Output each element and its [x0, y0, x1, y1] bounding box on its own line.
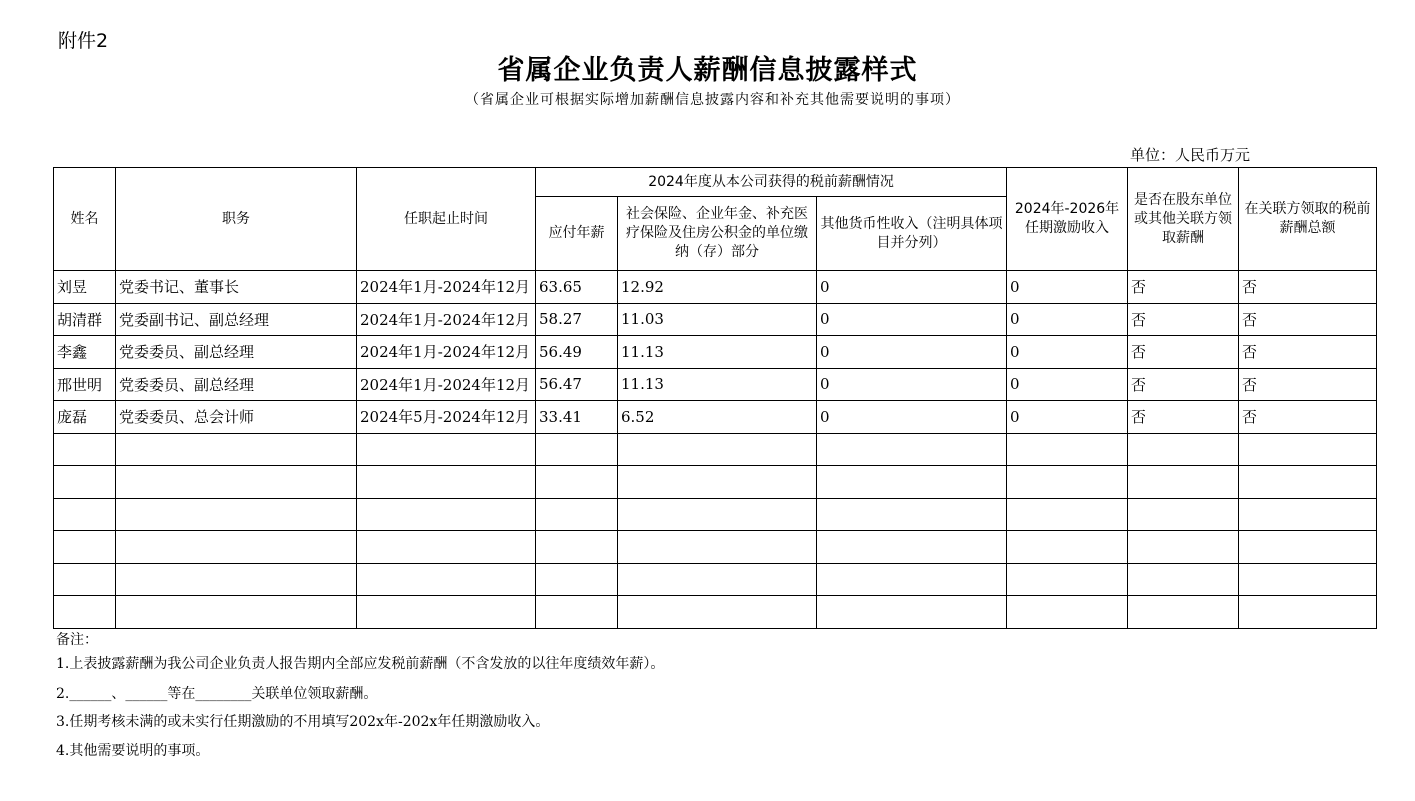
table-cell: 6.52: [618, 401, 817, 434]
table-cell: [817, 466, 1007, 499]
table-cell: [1007, 466, 1128, 499]
table-cell: [1007, 531, 1128, 564]
header-position: 职务: [116, 168, 357, 271]
table-cell: 0: [1007, 303, 1128, 336]
table-cell: 33.41: [536, 401, 618, 434]
table-cell: 党委委员、副总经理: [116, 336, 357, 369]
table-cell: 胡清群: [54, 303, 116, 336]
table-row: [54, 596, 1377, 629]
table-cell: [817, 563, 1007, 596]
table-cell: [1239, 498, 1377, 531]
table-cell: 否: [1239, 336, 1377, 369]
table-cell: [357, 531, 536, 564]
header-related-total: 在关联方领取的税前薪酬总额: [1239, 168, 1377, 271]
table-cell: 0: [817, 368, 1007, 401]
table-row: [54, 303, 1377, 336]
table-cell: 0: [1007, 368, 1128, 401]
table-row: [54, 271, 1377, 304]
table-cell: 否: [1128, 368, 1239, 401]
note-item: 3.任期考核未满的或未实行任期激励的不用填写202x年-202x年任期激励收入。: [56, 714, 550, 730]
header-name: 姓名: [54, 168, 116, 271]
table-cell: 否: [1128, 401, 1239, 434]
table-row: [54, 336, 1377, 369]
attachment-label: 附件2: [58, 30, 109, 52]
table-row: [54, 466, 1377, 499]
table-cell: [536, 563, 618, 596]
table-cell: [618, 596, 817, 629]
table-cell: [817, 596, 1007, 629]
table-body: [54, 271, 1377, 629]
table-cell: [536, 466, 618, 499]
table-cell: 0: [1007, 401, 1128, 434]
table-cell: [1128, 563, 1239, 596]
table-cell: [817, 433, 1007, 466]
table-cell: [357, 498, 536, 531]
table-cell: 0: [1007, 336, 1128, 369]
table-cell: 0: [817, 336, 1007, 369]
table-cell: [1239, 466, 1377, 499]
table-cell: [536, 596, 618, 629]
table-cell: 63.65: [536, 271, 618, 304]
table-cell: 否: [1239, 368, 1377, 401]
header-social-insurance: 社会保险、企业年金、补充医疗保险及住房公积金的单位缴纳（存）部分: [618, 197, 817, 271]
table-cell: [1007, 596, 1128, 629]
header-incentive: 2024年-2026年任期激励收入: [1007, 168, 1128, 271]
table-cell: [1239, 596, 1377, 629]
table-cell: 11.13: [618, 368, 817, 401]
table-cell: 邢世明: [54, 368, 116, 401]
table-cell: [357, 596, 536, 629]
table-cell: 刘昱: [54, 271, 116, 304]
table-row: [54, 401, 1377, 434]
table-cell: [116, 466, 357, 499]
table-cell: [54, 433, 116, 466]
table-cell: [1128, 531, 1239, 564]
table-row: [54, 563, 1377, 596]
header-term: 任职起止时间: [357, 168, 536, 271]
table-cell: 2024年1月-2024年12月: [357, 368, 536, 401]
table-cell: [1007, 498, 1128, 531]
table-cell: [116, 433, 357, 466]
header-annual-salary: 应付年薪: [536, 197, 618, 271]
table-cell: 2024年1月-2024年12月: [357, 336, 536, 369]
salary-disclosure-table: [53, 167, 1377, 629]
table-cell: 0: [817, 401, 1007, 434]
table-cell: [536, 498, 618, 531]
table-cell: [536, 433, 618, 466]
table-cell: 党委副书记、副总经理: [116, 303, 357, 336]
document-title: 省属企业负责人薪酬信息披露样式: [497, 55, 918, 86]
table-cell: 党委书记、董事长: [116, 271, 357, 304]
table-cell: [54, 531, 116, 564]
table-cell: [1128, 433, 1239, 466]
table-cell: 2024年5月-2024年12月: [357, 401, 536, 434]
table-cell: 56.49: [536, 336, 618, 369]
table-cell: 否: [1128, 271, 1239, 304]
document-subtitle: （省属企业可根据实际增加薪酬信息披露内容和补充其他需要说明的事项）: [465, 92, 960, 108]
table-cell: [116, 498, 357, 531]
table-cell: 0: [1007, 271, 1128, 304]
table-cell: [618, 433, 817, 466]
table-cell: 2024年1月-2024年12月: [357, 271, 536, 304]
table-cell: 0: [817, 271, 1007, 304]
table-cell: 56.47: [536, 368, 618, 401]
table-cell: 否: [1239, 401, 1377, 434]
table-cell: [618, 466, 817, 499]
table-cell: [817, 531, 1007, 564]
table-cell: 党委委员、总会计师: [116, 401, 357, 434]
table-cell: [357, 563, 536, 596]
note-item: 4.其他需要说明的事项。: [56, 743, 210, 759]
table-cell: 否: [1239, 303, 1377, 336]
table-cell: 否: [1128, 303, 1239, 336]
table-cell: 0: [817, 303, 1007, 336]
table-cell: [116, 531, 357, 564]
table-cell: [54, 596, 116, 629]
table-cell: [618, 498, 817, 531]
table-cell: [54, 466, 116, 499]
table-cell: 李鑫: [54, 336, 116, 369]
note-item: 2.______、______等在________关联单位领取薪酬。: [56, 686, 378, 702]
table-cell: [1128, 466, 1239, 499]
notes-heading: 备注：: [56, 632, 98, 648]
table-cell: [1128, 498, 1239, 531]
table-cell: [54, 563, 116, 596]
table-cell: [54, 498, 116, 531]
header-other-income: 其他货币性收入（注明具体项目并分列）: [817, 197, 1007, 271]
header-group-salary: 2024年度从本公司获得的税前薪酬情况: [536, 168, 1007, 197]
table-cell: 党委委员、副总经理: [116, 368, 357, 401]
note-item: 1.上表披露薪酬为我公司企业负责人报告期内全部应发税前薪酬（不含发放的以往年度绩效年薪）。: [56, 656, 665, 672]
table-cell: 否: [1239, 271, 1377, 304]
table-cell: [1239, 531, 1377, 564]
table-cell: 庞磊: [54, 401, 116, 434]
table-row: [54, 433, 1377, 466]
table-cell: [618, 563, 817, 596]
table-cell: [1239, 563, 1377, 596]
table-row: [54, 498, 1377, 531]
table-cell: 58.27: [536, 303, 618, 336]
table-cell: [116, 596, 357, 629]
table-cell: [357, 433, 536, 466]
table-cell: [116, 563, 357, 596]
table-cell: [1007, 563, 1128, 596]
table-cell: [1239, 433, 1377, 466]
table-cell: 2024年1月-2024年12月: [357, 303, 536, 336]
table-cell: [357, 466, 536, 499]
table-cell: [536, 531, 618, 564]
table-cell: [817, 498, 1007, 531]
table-cell: 11.03: [618, 303, 817, 336]
table-cell: 否: [1128, 336, 1239, 369]
table-row: [54, 368, 1377, 401]
table-cell: [1128, 596, 1239, 629]
table-cell: 12.92: [618, 271, 817, 304]
table-cell: 11.13: [618, 336, 817, 369]
header-shareholder-pay: 是否在股东单位或其他关联方领取薪酬: [1128, 168, 1239, 271]
table-row: [54, 531, 1377, 564]
table-cell: [1007, 433, 1128, 466]
table-cell: [618, 531, 817, 564]
unit-label: 单位：人民币万元: [1130, 146, 1251, 164]
